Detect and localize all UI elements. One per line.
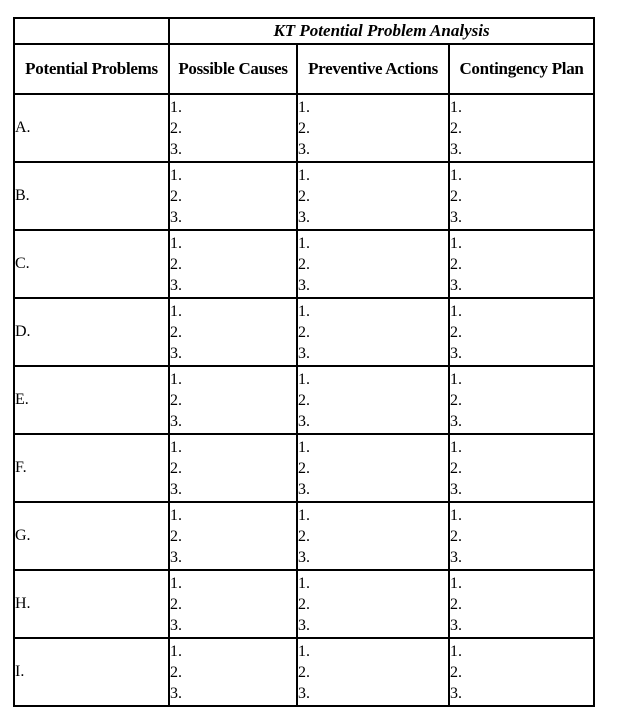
problem-label: G.: [14, 502, 169, 570]
list-item: 1.: [170, 302, 182, 320]
problem-label: C.: [14, 230, 169, 298]
list-item: 1.: [170, 166, 182, 184]
list-item: 2.: [298, 119, 310, 137]
list-item: 3.: [170, 480, 182, 498]
preventive-actions-cell: [297, 366, 449, 434]
table-row: [14, 230, 594, 298]
list-item: 1.: [170, 370, 182, 388]
problem-label: E.: [14, 366, 169, 434]
table-row: [14, 162, 594, 230]
table-row: [14, 502, 594, 570]
list-item: 2.: [450, 527, 462, 545]
list-item: 3.: [298, 276, 310, 294]
list-item: 3.: [298, 140, 310, 158]
list-item: 1.: [450, 302, 462, 320]
list-item: 2.: [298, 391, 310, 409]
possible-causes-cell: [169, 434, 297, 502]
list-item: 3.: [170, 140, 182, 158]
list-item: 3.: [450, 616, 462, 634]
list-item: 2.: [170, 459, 182, 477]
header-contingency-plan: Contingency Plan: [449, 44, 594, 94]
problem-label: H.: [14, 570, 169, 638]
list-item: 2.: [170, 119, 182, 137]
list-item: 3.: [170, 412, 182, 430]
empty-corner-cell: [14, 18, 169, 44]
header-preventive-actions: Preventive Actions: [297, 44, 449, 94]
preventive-actions-cell: [297, 502, 449, 570]
contingency-plan-cell: [449, 570, 594, 638]
possible-causes-cell: [169, 298, 297, 366]
preventive-actions-cell: [297, 434, 449, 502]
contingency-plan-cell: [449, 162, 594, 230]
list-item: 3.: [450, 344, 462, 362]
list-item: 3.: [170, 616, 182, 634]
contingency-plan-cell: [449, 638, 594, 706]
list-item: 3.: [170, 684, 182, 702]
possible-causes-cell: [169, 162, 297, 230]
list-item: 2.: [298, 527, 310, 545]
list-item: 3.: [450, 412, 462, 430]
possible-causes-cell: [169, 638, 297, 706]
list-item: 2.: [298, 459, 310, 477]
list-item: 1.: [298, 506, 310, 524]
list-item: 2.: [170, 187, 182, 205]
list-item: 3.: [298, 480, 310, 498]
list-item: 2.: [170, 323, 182, 341]
list-item: 3.: [170, 208, 182, 226]
table-row: [14, 298, 594, 366]
list-item: 2.: [450, 595, 462, 613]
list-item: 1.: [170, 642, 182, 660]
list-item: 3.: [298, 208, 310, 226]
list-item: 2.: [298, 255, 310, 273]
list-item: 1.: [298, 166, 310, 184]
list-item: 2.: [450, 391, 462, 409]
preventive-actions-cell: [297, 230, 449, 298]
list-item: 1.: [298, 642, 310, 660]
list-item: 3.: [450, 208, 462, 226]
list-item: 2.: [450, 119, 462, 137]
problem-label: A.: [14, 94, 169, 162]
list-item: 2.: [170, 595, 182, 613]
contingency-plan-cell: [449, 366, 594, 434]
list-item: 2.: [298, 663, 310, 681]
list-item: 1.: [450, 234, 462, 252]
list-item: 1.: [298, 574, 310, 592]
list-item: 2.: [298, 187, 310, 205]
possible-causes-cell: [169, 230, 297, 298]
list-item: 3.: [298, 412, 310, 430]
problem-label: I.: [14, 638, 169, 706]
header-potential-problems: Potential Problems: [14, 44, 169, 94]
list-item: 2.: [170, 663, 182, 681]
list-item: 1.: [450, 574, 462, 592]
table-row: [14, 434, 594, 502]
list-item: 1.: [170, 234, 182, 252]
contingency-plan-cell: [449, 94, 594, 162]
list-item: 3.: [298, 684, 310, 702]
header-row: [14, 44, 594, 94]
problem-label: F.: [14, 434, 169, 502]
possible-causes-cell: [169, 570, 297, 638]
possible-causes-cell: [169, 502, 297, 570]
list-item: 1.: [298, 438, 310, 456]
list-item: 2.: [450, 323, 462, 341]
contingency-plan-cell: [449, 434, 594, 502]
list-item: 1.: [298, 234, 310, 252]
list-item: 1.: [298, 370, 310, 388]
list-item: 1.: [298, 98, 310, 116]
contingency-plan-cell: [449, 230, 594, 298]
list-item: 1.: [170, 506, 182, 524]
list-item: 1.: [450, 506, 462, 524]
preventive-actions-cell: [297, 162, 449, 230]
list-item: 3.: [170, 344, 182, 362]
list-item: 1.: [170, 438, 182, 456]
table-row: [14, 638, 594, 706]
table-row: [14, 366, 594, 434]
list-item: 3.: [450, 276, 462, 294]
list-item: 3.: [450, 480, 462, 498]
header-possible-causes: Possible Causes: [169, 44, 297, 94]
table-row: [14, 570, 594, 638]
list-item: 3.: [450, 548, 462, 566]
list-item: 1.: [298, 302, 310, 320]
list-item: 1.: [170, 98, 182, 116]
list-item: 2.: [170, 391, 182, 409]
list-item: 1.: [450, 370, 462, 388]
list-item: 1.: [450, 166, 462, 184]
table-row: [14, 94, 594, 162]
list-item: 3.: [298, 616, 310, 634]
possible-causes-cell: [169, 94, 297, 162]
list-item: 2.: [450, 459, 462, 477]
problem-label: B.: [14, 162, 169, 230]
list-item: 1.: [450, 642, 462, 660]
preventive-actions-cell: [297, 298, 449, 366]
list-item: 2.: [170, 255, 182, 273]
list-item: 3.: [170, 276, 182, 294]
list-item: 2.: [298, 323, 310, 341]
list-item: 3.: [298, 548, 310, 566]
list-item: 1.: [170, 574, 182, 592]
list-item: 1.: [450, 98, 462, 116]
list-item: 3.: [170, 548, 182, 566]
possible-causes-cell: [169, 366, 297, 434]
list-item: 2.: [298, 595, 310, 613]
list-item: 3.: [298, 344, 310, 362]
table-title: KT Potential Problem Analysis: [169, 18, 594, 44]
problem-label: D.: [14, 298, 169, 366]
list-item: 3.: [450, 140, 462, 158]
kt-analysis-table: [13, 17, 595, 707]
list-item: 2.: [170, 527, 182, 545]
list-item: 2.: [450, 663, 462, 681]
preventive-actions-cell: [297, 570, 449, 638]
preventive-actions-cell: [297, 638, 449, 706]
contingency-plan-cell: [449, 298, 594, 366]
list-item: 2.: [450, 187, 462, 205]
title-row: [14, 18, 594, 44]
list-item: 2.: [450, 255, 462, 273]
contingency-plan-cell: [449, 502, 594, 570]
preventive-actions-cell: [297, 94, 449, 162]
list-item: 3.: [450, 684, 462, 702]
list-item: 1.: [450, 438, 462, 456]
